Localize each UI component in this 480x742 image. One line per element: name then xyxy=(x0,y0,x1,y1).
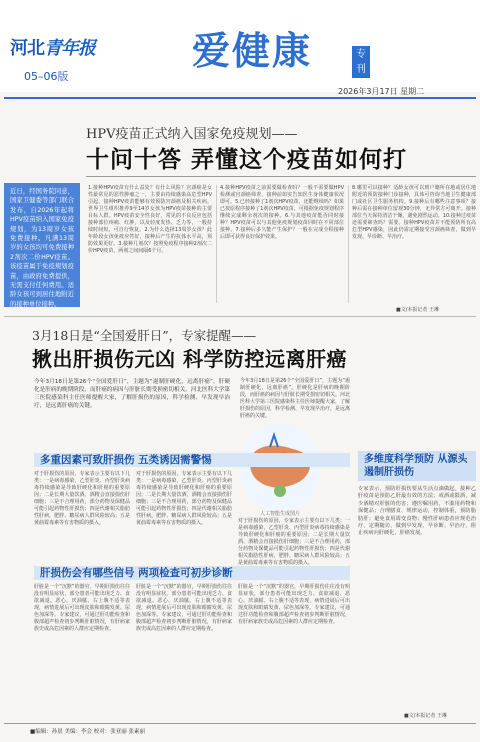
paper-name-part1: 河北 xyxy=(10,38,44,59)
masthead-rule xyxy=(4,97,476,99)
liver-icon xyxy=(240,423,320,511)
headline-rule xyxy=(86,176,476,177)
story1-column-3: 8.哪里可以接种？适龄女孩可以到户籍所在地或居住地附近的预防接种门诊接种，具体可咨询当地卫生健康部门或社区卫生服务机构。9.接种后有哪些注意事项？接种后需在接种单位留观30分钟，无异常方可离开。接种部位当天保持清洁干燥，避免剧烈运动。10.接种过疫苗还需要筛查吗？需要。接种HPV疫苗并不能预防所有高危型HPV感染，因此仍需定期接受宫颈癌筛查，做到早发现、早诊断、早治疗。 xyxy=(352,185,476,240)
story1-sidebar: 近日，经国务院同意，国家卫健委等部门联合发布，自2026年起将HPV疫苗纳入国家免疫规划，为13周岁女孩免费接种。凡满13周岁的女孩均可免费接种2剂次二价HPV疫苗。该疫苗属于免疫规划疫苗，由政府免费提供，无需支付任何费用。适龄女孩可到居住地附近的接种单位接种。 xyxy=(4,183,80,307)
story1-kicker: HPV疫苗正式纳入国家免疫规划—— xyxy=(86,127,298,142)
side-column-title: 多维度科学预防 从源头遏制肝损伤 xyxy=(358,451,476,481)
section-a-column-1: 对于肝损伤的原因，专家表示主要有以下几类：一是病毒感染，乙型肝炎、丙型肝炎病毒持续感染是导致肝硬化和肝癌的重要原因；二是长期大量饮酒，酒精会直接损伤肝细胞；三是不合理用药，部分药物及保健品可能引起药物性肝损伤；四是代谢相关脂肪性肝病，肥胖、糖尿病人群风险较高；五是黄曲霉毒素等有害物质的摄入。 xyxy=(34,471,130,526)
section-a-column-2: 对于肝损伤的原因，专家表示主要有以下几类：一是病毒感染，乙型肝炎、丙型肝炎病毒持续感染是导致肝硬化和肝癌的重要原因；二是长期大量饮酒，酒精会直接损伤肝细胞；三是不合理用药，部分药物及保健品可能引起药物性肝损伤；四是代谢相关脂肪性肝病，肥胖、糖尿病人群风险较高；五是黄曲霉毒素等有害物质的摄入。 xyxy=(136,471,232,526)
issue-date: 2026年3月17日 星期二 xyxy=(338,87,425,96)
page-number: 05–06版 xyxy=(24,70,69,83)
illustration-caption: 人工智能生成图片 xyxy=(259,511,300,517)
story1-column-1: 1.接种HPV疫苗有什么益处？有什么风险？宫颈癌是女性最常见的恶性肿瘤之一，主要由持续感染高危型HPV引起。接种HPV疫苗能够有效预防宫颈癌及相关疾病。世界卫生组织推荐9至14岁女孩为HPV疫苗接种的主要目标人群。HPV疫苗安全性良好，常见的不良反应包括接种部位疼痛、红肿，以及轻度发热、乏力等，一般持续时间短，可自行恢复。2.为什么选择13周岁女孩？此年龄段女孩免疫应答好，接种后产生的抗体水平高，预防效果更好。3.接种几剂次？按照免疫程序接种2剂次二价HPV疫苗，两剂之间间隔6个月。 xyxy=(88,185,212,254)
section-b-title: 肝损伤会有哪些信号 两项检查可初步诊断 xyxy=(34,566,350,580)
story1-headline: 十问十答 弄懂这个疫苗如何打 xyxy=(86,147,408,173)
paper-name-part2: 青年报 xyxy=(44,38,95,59)
story1-credit: ■文/本报记者 王琳 xyxy=(396,307,439,313)
section-a-title: 多重因素可致肝损伤 五类诱因需警惕 xyxy=(34,453,350,467)
column-divider xyxy=(348,185,349,303)
footer-credits: ■编辑：孙晨 美编：李会 校对：张亚丽 张素丽 xyxy=(30,729,145,735)
section-b-column-1: 肝脏是一个“沉默”的器官，早期肝损伤往往没有明显症状，部分患者可能出现乏力、食欲减退、恶心、厌油腻、右上腹不适等表现，病情进展后可出现皮肤和眼睛发黄、尿色加深等。专家建议，可通过肝功能检查和腹部超声检查初步判断肝脏情况，有肝病家族史或高危因素的人群应定期检查。 xyxy=(34,584,130,632)
section-a-column-3: 对于肝损伤的原因，专家表示主要有以下几类：一是病毒感染，乙型肝炎、丙型肝炎病毒持续感染是导致肝硬化和肝癌的重要原因；二是长期大量饮酒，酒精会直接损伤肝细胞；三是不合理用药，部分药物及保健品可能引起药物性肝损伤；四是代谢相关脂肪性肝病，肥胖、糖尿病人群风险较高；五是黄曲霉毒素等有害物质的摄入。 xyxy=(238,518,350,566)
story-divider xyxy=(4,316,476,317)
footer-rule xyxy=(4,723,476,724)
section-b-column-2: 肝脏是一个“沉默”的器官，早期肝损伤往往没有明显症状，部分患者可能出现乏力、食欲减退、恶心、厌油腻、右上腹不适等表现，病情进展后可出现皮肤和眼睛发黄、尿色加深等。专家建议，可通过肝功能检查和腹部超声检查初步判断肝脏情况，有肝病家族史或高危因素的人群应定期检查。 xyxy=(136,584,232,632)
masthead xyxy=(0,0,480,96)
section-b-column-3: 肝脏是一个“沉默”的器官，早期肝损伤往往没有明显症状，部分患者可能出现乏力、食欲减退、恶心、厌油腻、右上腹不适等表现，病情进展后可出现皮肤和眼睛发黄、尿色加深等。专家建议，可通过肝功能检查和腹部超声检查初步判断肝脏情况，有肝病家族史或高危因素的人群应定期检查。 xyxy=(238,584,350,625)
section-title: 爱健康 xyxy=(192,28,313,73)
liver-illustration xyxy=(240,423,320,511)
side-column-text: 专家表示，预防肝损伤要从生活点滴做起。接种乙肝疫苗是预防乙肝最有效的方法；戒酒或限酒，减少酒精对肝脏的伤害；遵医嘱用药，不滥用药物和保健品；合理膳食、规律运动，控制体重，预防脂肪肝；避免食用霉变食物；慢性肝病患者应规范治疗、定期随访，做到早发现、早诊断、早治疗，阻止疾病向肝硬化、肝癌发展。 xyxy=(358,486,476,537)
paper-logo xyxy=(10,34,95,60)
story2-headline: 揪出肝损伤元凶 科学防控远离肝癌 xyxy=(32,347,347,371)
story2-kicker: 3月18日是“全国爱肝日”，专家提醒—— xyxy=(32,328,257,343)
special-issue-badge: 专刊 xyxy=(352,46,370,78)
column-divider xyxy=(216,185,217,303)
story2-lead: 今年3月18日是第26个“全国爱肝日”，主题为“遏制肝硬化，远离肝癌”。肝硬化是肝病的晚期阶段，而肝癌的病因与肝脏长期受损密切相关。河北医科大学第三医院感染科主任医师提醒大家，了解肝损伤的原因，科学检测、早发现早治疗，是远离肝癌的关键。 xyxy=(34,379,230,409)
story1-column-2: 4.接种HPV疫苗之前需要做检查吗？一般不需要做HPV检测或宫颈癌筛查，接种前如实告知医生身体健康状况即可。5.已经接种了1剂次HPV疫苗，还能继续吗？如果已按原程序接种了1剂次HPV疫苗，可根据免疫规划程序继续完成剩余剂次的接种。6.与其他疫苗能否同时接种？HPV疫苗可以与其他免疫规划疫苗同时在不同部位接种。7.接种后多久能产生保护？一般在完成全程接种后即可获得良好保护效果。 xyxy=(220,185,344,240)
story2-credit: ■文/本报记者 王琳 xyxy=(404,713,447,719)
story2-lead-continued: 今年3月18日是第26个“全国爱肝日”，主题为“遏制肝硬化，远离肝癌”。肝硬化是肝病的晚期阶段，而肝癌的病因与肝脏长期受损密切相关。河北医科大学第三医院感染科主任医师提醒大家，了解肝损伤的原因，科学检测、早发现早治疗，是远离肝癌的关键。 xyxy=(240,378,351,419)
